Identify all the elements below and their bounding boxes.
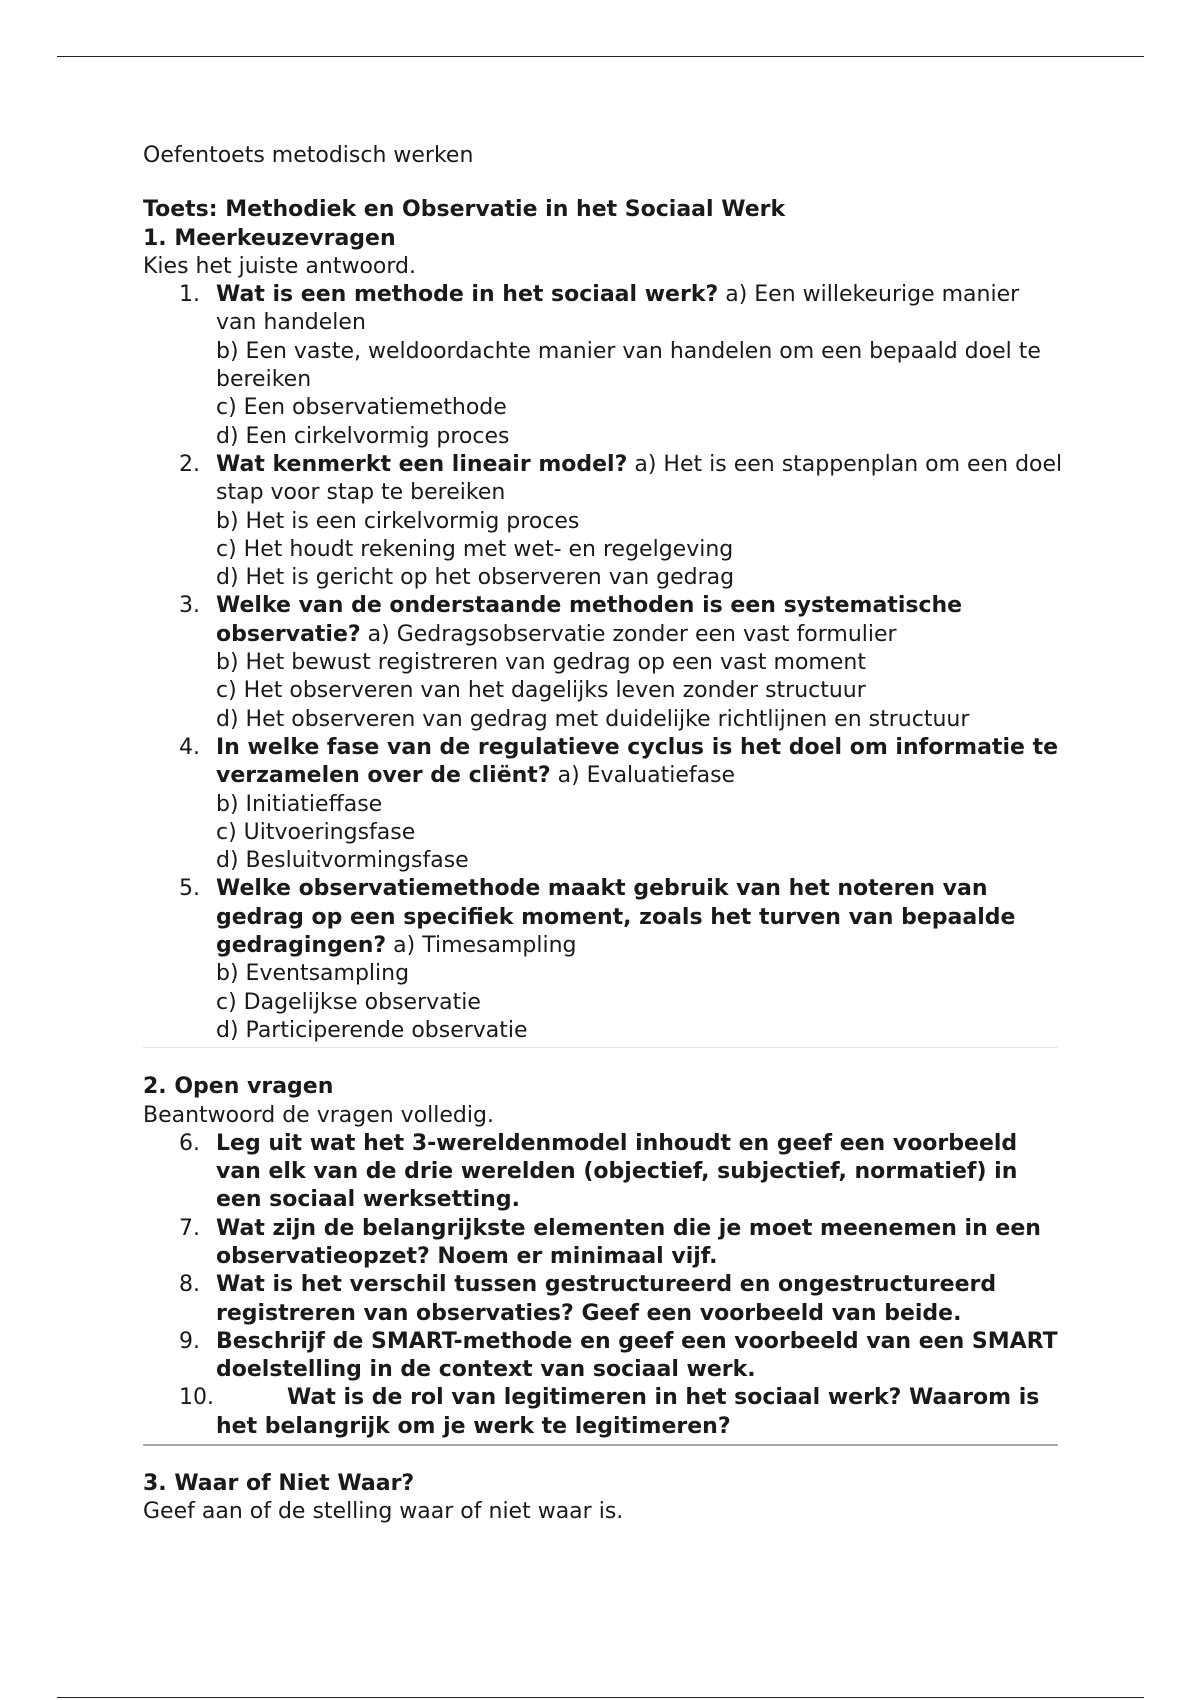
question-text: Beschrijf de SMART-methode en geef een voorbeeld van een SMART doelstelling in de context van sociaal werk. — [216, 1328, 1058, 1383]
question-text: In welke fase van de regulatieve cyclus is het doel om informatie te verzamelen over de cliënt? — [216, 734, 1059, 789]
option-a: a) Het is een stappenplan om een doel stap voor stap te bereiken — [216, 451, 1063, 506]
section-true-false — [143, 1470, 1063, 1527]
option-a: a) Een willekeurige manier van handelen — [216, 282, 1020, 336]
section-instruction: Kies het juiste antwoord. — [143, 253, 416, 279]
question-number: 4. — [179, 734, 200, 760]
question-number: 8. — [179, 1272, 200, 1298]
question-number: 2. — [179, 451, 200, 477]
open-question-7 — [143, 1215, 1063, 1272]
open-question-8 — [143, 1271, 1063, 1328]
section-open-questions — [143, 1073, 1063, 1441]
option-b: b) Het is een cirkelvormig proces — [216, 508, 580, 534]
mc-question-1 — [143, 281, 1063, 451]
open-question-10 — [143, 1384, 1063, 1441]
question-number: 7. — [179, 1215, 200, 1241]
document-title: Oefentoets metodisch werken — [143, 143, 474, 168]
question-text: Welke van de onderstaande methoden is een systematische observatie? — [216, 593, 963, 647]
section-heading: 1. Meerkeuzevragen — [143, 225, 396, 251]
option-b: b) Een vaste, weldoordachte manier van handelen om een bepaald doel te bereiken — [216, 338, 1041, 393]
section-instruction: Geef aan of de stelling waar of niet waar is. — [143, 1499, 624, 1525]
question-text: Wat is de rol van legitimeren in het sociaal werk? Waarom is het belangrijk om je werk te legitimeren? — [216, 1385, 1040, 1439]
option-b: b) Initiatieffase — [216, 791, 383, 817]
option-c: c) Uitvoeringsfase — [216, 819, 416, 845]
question-text: Welke observatiemethode maakt gebruik van het noteren van gedrag op een specifiek moment, zoals het turven van bepaalde gedragingen? — [216, 876, 1016, 959]
mc-question-5 — [143, 875, 1063, 1045]
question-number: 9. — [179, 1328, 200, 1354]
option-a: a) Evaluatiefase — [557, 763, 736, 789]
option-d: d) Het is gericht op het observeren van gedrag — [216, 565, 735, 591]
question-number: 1. — [179, 282, 200, 308]
option-c: c) Het houdt rekening met wet- en regelgeving — [216, 536, 734, 562]
page-footer-rule — [57, 1697, 1144, 1698]
question-text: Wat kenmerkt een lineair model? — [216, 451, 628, 477]
section-divider — [143, 1047, 1058, 1048]
question-number: 5. — [179, 876, 200, 902]
page-header-rule — [57, 56, 1144, 57]
option-a: a) Gedragsobservatie zonder een vast formulier — [367, 621, 897, 647]
document-body — [143, 142, 1063, 1527]
section-multiple-choice — [143, 225, 1063, 1046]
section-heading: 2. Open vragen — [143, 1074, 334, 1100]
open-question-6 — [143, 1130, 1063, 1215]
option-d: d) Besluitvormingsfase — [216, 848, 469, 874]
option-c: c) Dagelijkse observatie — [216, 989, 481, 1015]
section-heading: 3. Waar of Niet Waar? — [143, 1471, 415, 1497]
option-a: a) Timesampling — [393, 933, 577, 959]
option-c: c) Een observatiemethode — [216, 395, 507, 421]
test-title: Toets: Methodiek en Observatie in het Sociaal Werk — [143, 197, 786, 223]
question-number: 10. — [179, 1385, 214, 1411]
question-text: Wat is een methode in het sociaal werk? — [216, 282, 719, 308]
question-number: 6. — [179, 1130, 200, 1156]
open-question-9 — [143, 1328, 1063, 1385]
option-d: d) Participerende observatie — [216, 1017, 528, 1043]
section-divider — [143, 1444, 1058, 1446]
question-number: 3. — [179, 593, 200, 619]
option-b: b) Eventsampling — [216, 961, 410, 987]
question-text: Leg uit wat het 3-wereldenmodel inhoudt en geef een voorbeeld van elk van de drie werelden (objectief, subjectief, normatief) in een sociaal werksetting. — [216, 1130, 1018, 1213]
option-b: b) Het bewust registreren van gedrag op een vast moment — [216, 650, 866, 676]
option-d: d) Een cirkelvormig proces — [216, 423, 510, 449]
option-c: c) Het observeren van het dagelijks leven zonder structuur — [216, 678, 866, 704]
mc-question-list — [143, 281, 1063, 1045]
mc-question-3 — [143, 592, 1063, 733]
option-d: d) Het observeren van gedrag met duidelijke richtlijnen en structuur — [216, 706, 970, 732]
question-text: Wat is het verschil tussen gestructureerd en ongestructureerd registreren van observaties? Geef een voorbeeld van beide. — [216, 1272, 997, 1326]
mc-question-2 — [143, 451, 1063, 592]
question-text: Wat zijn de belangrijkste elementen die je moet meenemen in een observatieopzet? Noem er minimaal vijf. — [216, 1215, 1041, 1269]
mc-question-4 — [143, 734, 1063, 875]
section-instruction: Beantwoord de vragen volledig. — [143, 1102, 494, 1128]
open-question-list — [143, 1130, 1063, 1441]
